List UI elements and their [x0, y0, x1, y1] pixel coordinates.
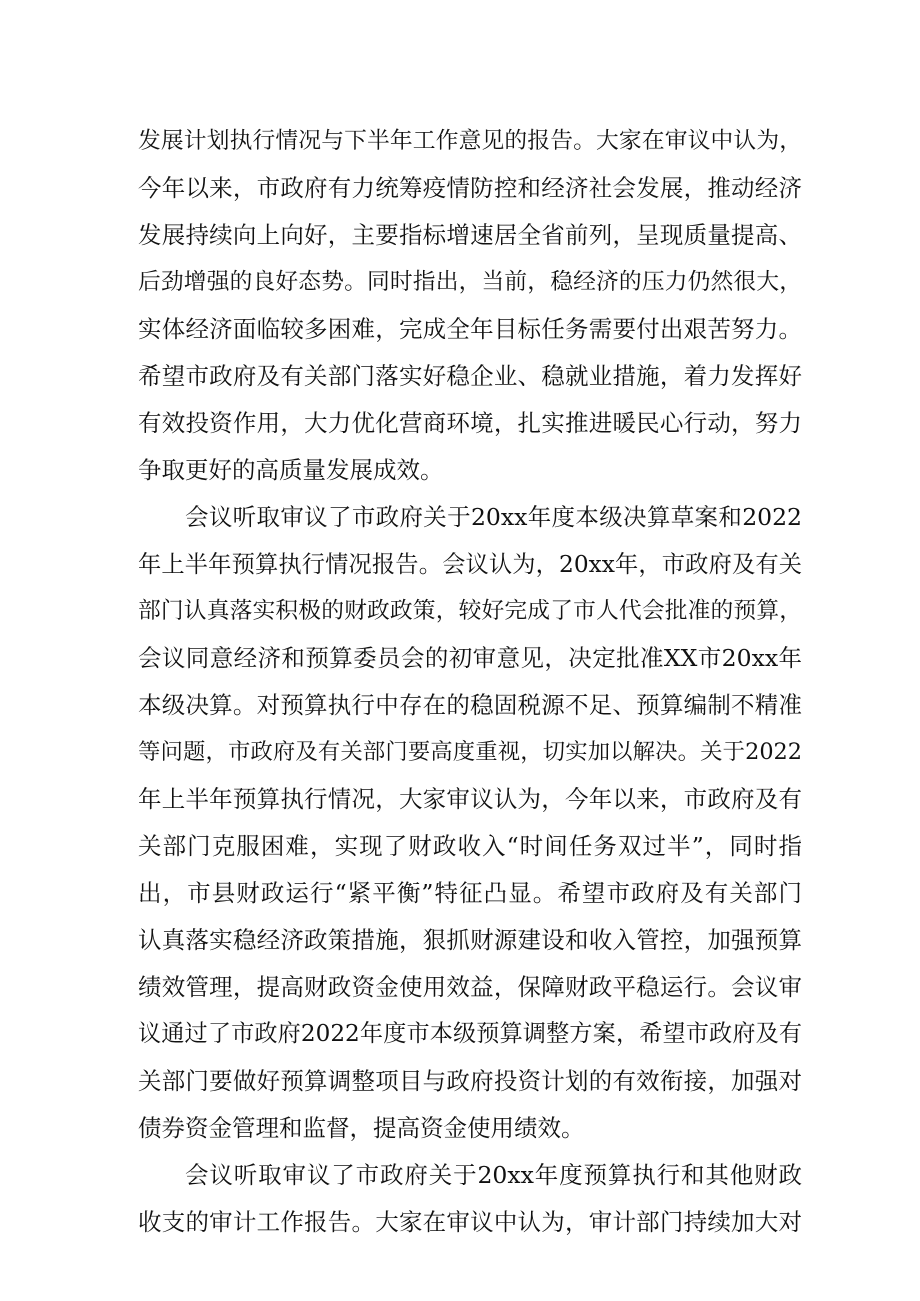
- text-line: 绩效管理，提高财政资金使用效益，保障财政平稳运行。会议审: [138, 973, 802, 1001]
- text-line: 关部门要做好预算调整项目与政府投资计划的有效衔接，加强对: [138, 1067, 802, 1095]
- text-line: 年上半年预算执行情况，大家审议认为，今年以来，市政府及有: [138, 785, 802, 813]
- text-line: 收支的审计工作报告。大家在审议中认为，审计部门持续加大对: [138, 1208, 802, 1236]
- text-line: 发展持续向上向好，主要指标增速居全省前列，呈现质量提高、: [138, 221, 802, 249]
- text-line: 发展计划执行情况与下半年工作意见的报告。大家在审议中认为，: [138, 128, 802, 154]
- text-line: 认真落实稳经济政策措施，狠抓财源建设和收入管控，加强预算: [138, 926, 802, 954]
- text-line: 部门认真落实积极的财政政策，较好完成了市人代会批准的预算，: [138, 598, 802, 624]
- text-line: 会议同意经济和预算委员会的初审意见，决定批准XX市20xx年: [138, 644, 802, 672]
- text-line: 关部门克服困难，实现了财政收入“时间任务双过半”，同时指: [138, 832, 802, 860]
- paragraph-final-accounts-budget: [138, 494, 802, 1152]
- text-line: 债券资金管理和监督，提高资金使用绩效。: [138, 1114, 585, 1142]
- text-line: 今年以来，市政府有力统筹疫情防控和经济社会发展，推动经济: [138, 174, 802, 202]
- text-line: 实体经济面临较多困难，完成全年目标任务需要付出艰苦努力。: [138, 315, 802, 343]
- text-line: 等问题，市政府及有关部门要高度重视，切实加以解决。关于2022: [138, 739, 802, 765]
- text-line: 议通过了市政府2022年度市本级预算调整方案，希望市政府及有: [138, 1021, 802, 1047]
- text-line: 有效投资作用，大力优化营商环境，扎实推进暖民心行动，努力: [138, 409, 802, 437]
- text-line: 出，市县财政运行“紧平衡”特征凸显。希望市政府及有关部门: [138, 879, 802, 907]
- text-line: 争取更好的高质量发展成效。: [138, 456, 444, 484]
- text-line: 本级决算。对预算执行中存在的稳固税源不足、预算编制不精准: [138, 691, 802, 719]
- text-line: 后劲增强的良好态势。同时指出，当前，稳经济的压力仍然很大，: [138, 269, 802, 295]
- text-line: 会议听取审议了市政府关于20xx年度本级决算草案和2022: [185, 503, 802, 531]
- document-body: [138, 118, 802, 1246]
- text-line: 会议听取审议了市政府关于20xx年度预算执行和其他财政: [185, 1161, 802, 1189]
- text-line: 年上半年预算执行情况报告。会议认为，20xx年，市政府及有关: [138, 551, 802, 578]
- paragraph-development-plan-report: [138, 118, 802, 494]
- text-line: 希望市政府及有关部门落实好稳企业、稳就业措施，着力发挥好: [138, 362, 802, 390]
- paragraph-audit-report: [138, 1152, 802, 1246]
